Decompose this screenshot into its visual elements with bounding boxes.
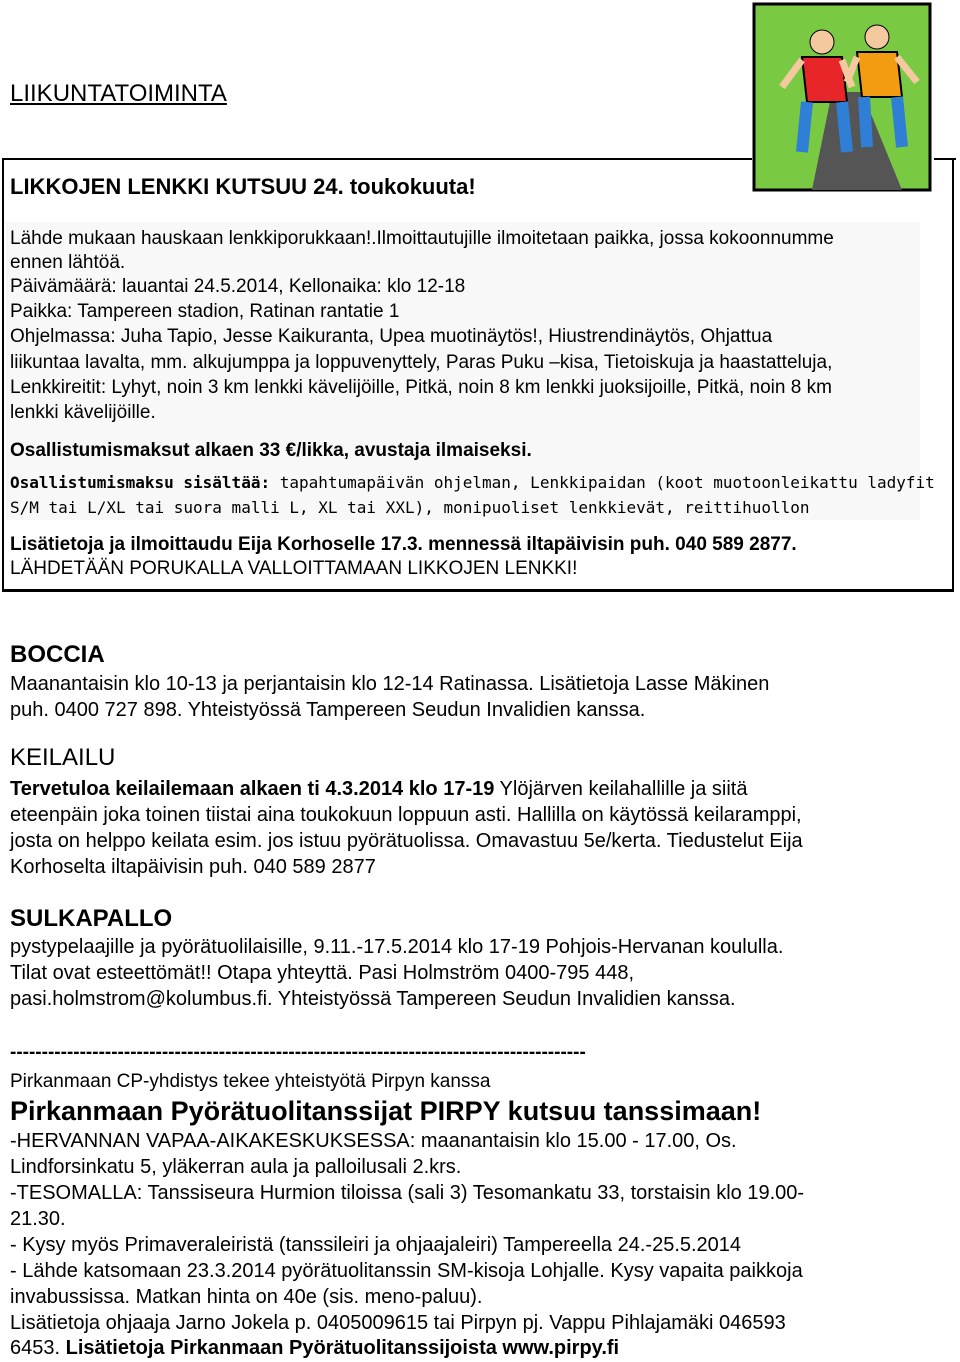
lenkki-line: lenkki kävelijöille. (10, 402, 156, 423)
page-title: LIIKUNTATOIMINTA (10, 80, 227, 107)
sulkapallo-line: Tilat ovat esteettömät!! Otapa yhteyttä. Pasi Holmström 0400-795 448, (10, 962, 635, 984)
pirpy-line: invabussissa. Matkan hinta on 40e (sis. meno-paluu). (10, 1286, 483, 1308)
lenkki-fee: Osallistumismaksut alkaen 33 €/likka, avustaja ilmaiseksi. (10, 440, 532, 461)
sulkapallo-line: pystypelaajille ja pyörätuolilaisille, 9.11.-17.5.2014 klo 17-19 Pohjois-Hervanan koululla. (10, 936, 784, 958)
pirpy-line (10, 1337, 619, 1360)
lenkki-heading: LIKKOJEN LENKKI KUTSUU 24. toukokuuta! (10, 174, 476, 199)
lenkki-line: Päivämäärä: lauantai 24.5.2014, Kellonaika: klo 12-18 (10, 276, 466, 297)
lenkki-slogan: LÄHDETÄÄN PORUKALLA VALLOITTAMAAN LIKKOJEN LENKKI! (10, 558, 578, 579)
includes-text: tapahtumapäivän ohjelman, Lenkkipaidan (koot muotoonleikattu ladyfit (270, 473, 935, 492)
lenkki-line: Lenkkireitit: Lyhyt, noin 3 km lenkki kävelijöille, Pitkä, noin 8 km lenkki juoksijoille, Pitkä, noin 8 km (10, 377, 832, 398)
pirpy-website: Lisätietoja Pirkanmaan Pyörätuolitanssijoista www.pirpy.fi (65, 1337, 620, 1359)
sulkapallo-line: pasi.holmstrom@kolumbus.fi. Yhteistyössä Tampereen Seudun Invalidien kanssa. (10, 988, 736, 1010)
keilailu-line: Korhoselta iltapäivisin puh. 040 589 2877 (10, 856, 376, 878)
lenkki-line: Lähde mukaan hauskaan lenkkiporukkaan!.Ilmoittautujille ilmoitetaan paikka, jossa kokoonnumme (10, 228, 834, 249)
keilailu-line: eteenpäin joka toinen tiistai aina toukokuun loppuun asti. Hallilla on käytössä keilaramppi, (10, 804, 802, 826)
keilailu-rest: Ylöjärven keilahallille ja siitä (494, 778, 748, 800)
pirpy-intro: Pirkanmaan CP-yhdistys tekee yhteistyötä Pirpyn kanssa (10, 1071, 491, 1092)
lenkki-line: Paikka: Tampereen stadion, Ratinan rantatie 1 (10, 301, 400, 322)
pirpy-line: -HERVANNAN VAPAA-AIKAKESKUKSESSA: maanantaisin klo 15.00 - 17.00, Os. (10, 1130, 737, 1152)
pirpy-phone: 6453. (10, 1337, 66, 1359)
lenkki-includes (10, 473, 935, 492)
lenkki-line: liikuntaa lavalta, mm. alkujumppa ja loppuvenyttely, Paras Puku –kisa, Tietoiskuja ja haastatteluja, (10, 352, 833, 373)
pirpy-line: - Kysy myös Primaveraleiristä (tanssileiri ja ohjaajaleiri) Tampereella 24.-25.5.2014 (10, 1234, 742, 1256)
sulkapallo-heading: SULKAPALLO (10, 905, 173, 932)
keilailu-bold: Tervetuloa keilailemaan alkaen ti 4.3.2014 klo 17-19 (10, 778, 495, 800)
boccia-line: Maanantaisin klo 10-13 ja perjantaisin klo 12-14 Ratinassa. Lisätietoja Lasse Mäkinen (10, 673, 770, 695)
pirpy-line: Lisätietoja ohjaaja Jarno Jokela p. 0405009615 tai Pirpyn pj. Vappu Pihlajamäki 046593 (10, 1312, 786, 1334)
boccia-line: puh. 0400 727 898. Yhteistyössä Tampereen Seudun Invalidien kanssa. (10, 699, 646, 721)
boccia-heading: BOCCIA (10, 641, 105, 668)
pirpy-line: 21.30. (10, 1208, 66, 1230)
pirpy-heading: Pirkanmaan Pyörätuolitanssijat PIRPY kutsuu tanssimaan! (10, 1096, 762, 1126)
keilailu-line: josta on helppo keilata esim. jos istuu pyörätuolissa. Omavastuu 5e/kerta. Tiedustelut Eija (10, 830, 803, 852)
pirpy-line: Lindforsinkatu 5, yläkerran aula ja palloilusali 2.krs. (10, 1156, 462, 1178)
lenkki-info: Lisätietoja ja ilmoittaudu Eija Korhoselle 17.3. mennessä iltapäivisin puh. 040 589 2877. (10, 534, 797, 555)
lenkki-includes-2: S/M tai L/XL tai suora malli L, XL tai XXL), monipuoliset lenkkievät, reittihuollon (10, 498, 810, 517)
lenkki-line: ennen lähtöä. (10, 252, 126, 273)
includes-label: Osallistumismaksu sisältää: (10, 473, 271, 492)
lenkki-line: Ohjelmassa: Juha Tapio, Jesse Kaikuranta, Upea muotinäytös!, Hiustrendinäytös, Ohjattua (10, 326, 773, 347)
keilailu-line (10, 778, 747, 801)
pirpy-line: - Lähde katsomaan 23.3.2014 pyörätuolitanssin SM-kisoja Lohjalle. Kysy vapaita paikkoja (10, 1260, 803, 1282)
divider: ------------------------------------------------------------------------------------------- (10, 1042, 586, 1063)
pirpy-line: -TESOMALLA: Tanssiseura Hurmion tiloissa (sali 3) Tesomankatu 33, torstaisin klo 19.00- (10, 1182, 805, 1204)
keilailu-heading: KEILAILU (10, 744, 116, 771)
